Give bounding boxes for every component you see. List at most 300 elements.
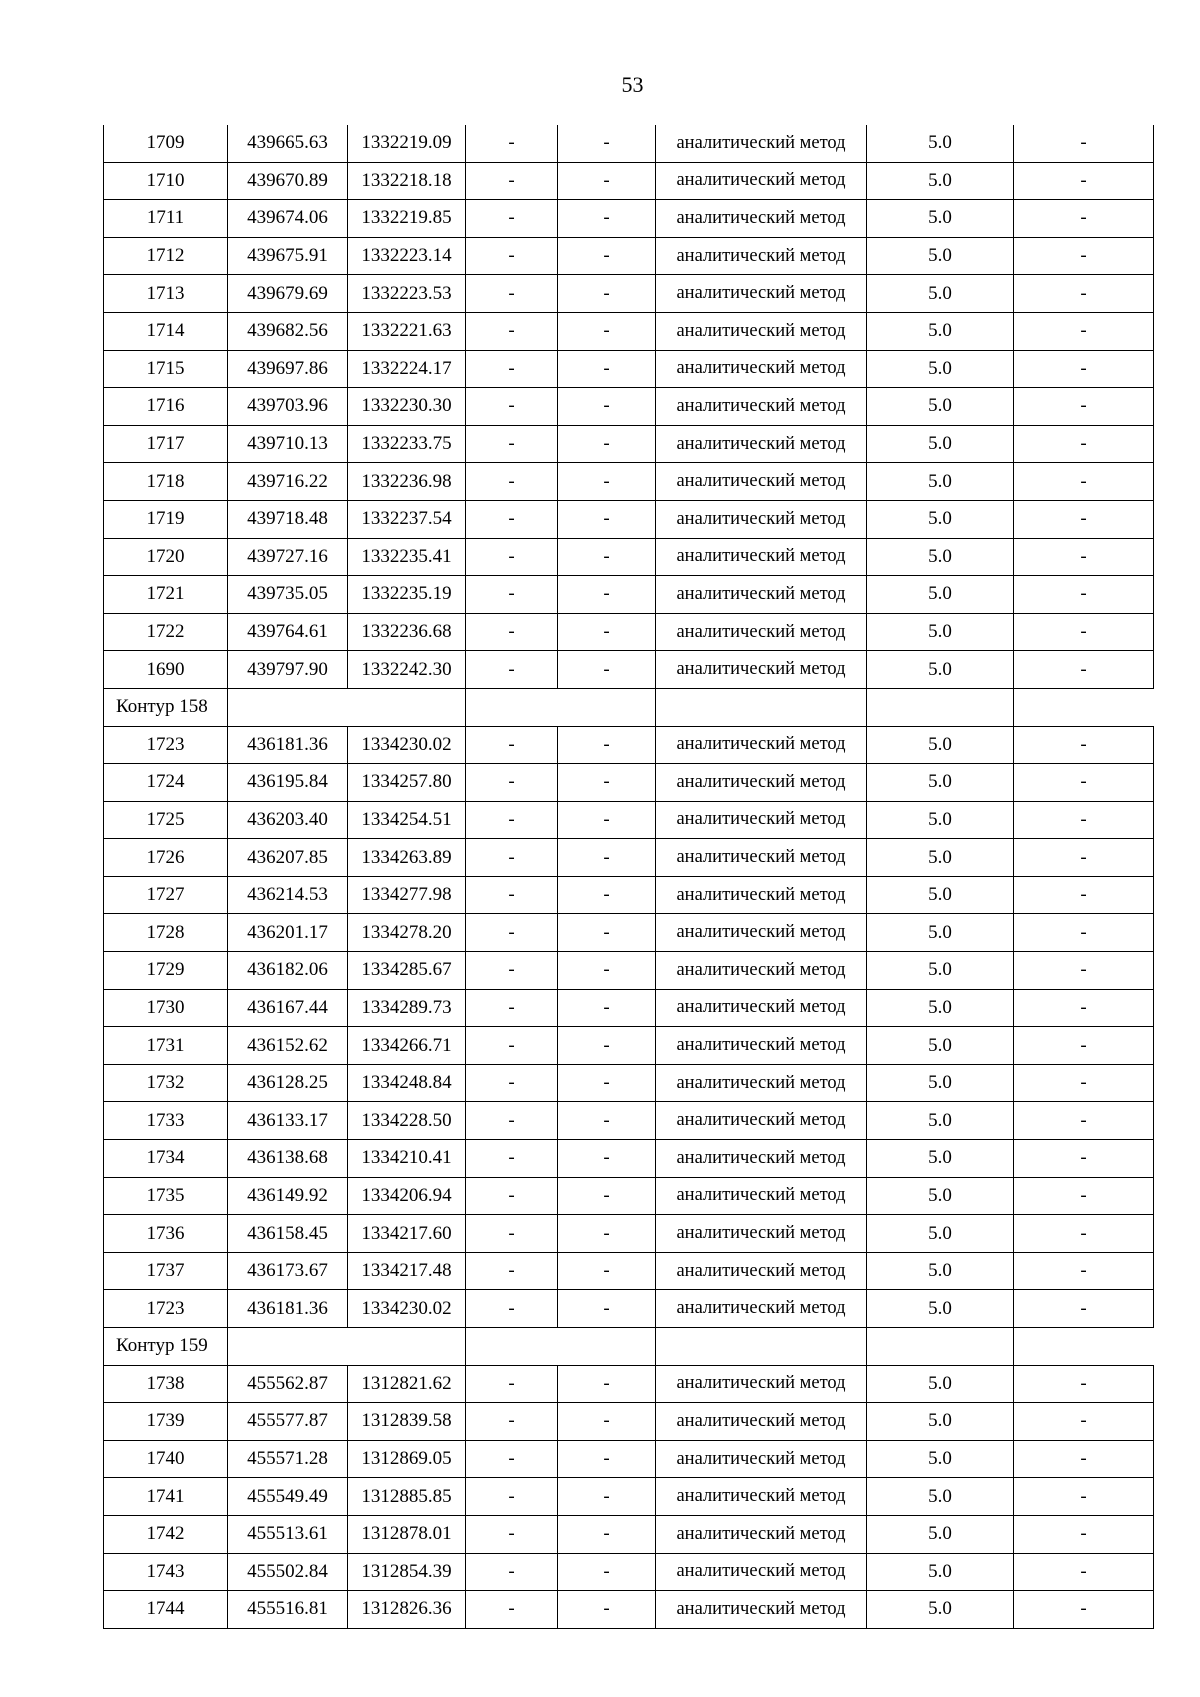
accuracy-cell: 5.0: [867, 651, 1014, 689]
point-number-cell: 1718: [104, 463, 228, 501]
method-cell: аналитический метод: [656, 1140, 867, 1178]
description-cell: -: [1014, 1440, 1154, 1478]
point-number-cell: 1736: [104, 1215, 228, 1253]
y-coordinate-cell: 1332219.85: [348, 200, 466, 238]
x-coordinate-cell: 455571.28: [228, 1440, 348, 1478]
method-cell: аналитический метод: [656, 425, 867, 463]
method-cell: аналитический метод: [656, 1403, 867, 1441]
accuracy-cell: 5.0: [867, 952, 1014, 990]
x-coordinate-cell: 439697.86: [228, 350, 348, 388]
empty-cell-b: -: [558, 162, 656, 200]
empty-cell-a: -: [466, 388, 558, 426]
x-coordinate-cell: 436173.67: [228, 1252, 348, 1290]
point-number-cell: 1724: [104, 764, 228, 802]
accuracy-cell: 5.0: [867, 1140, 1014, 1178]
y-coordinate-cell: 1312821.62: [348, 1365, 466, 1403]
y-coordinate-cell: 1334257.80: [348, 764, 466, 802]
y-coordinate-cell: 1332218.18: [348, 162, 466, 200]
accuracy-cell: 5.0: [867, 613, 1014, 651]
accuracy-cell: 5.0: [867, 200, 1014, 238]
accuracy-cell: 5.0: [867, 764, 1014, 802]
empty-cell-b: -: [558, 1553, 656, 1591]
empty-cell-b: -: [558, 200, 656, 238]
method-cell: аналитический метод: [656, 1591, 867, 1629]
point-number-cell: 1737: [104, 1252, 228, 1290]
y-coordinate-cell: 1312869.05: [348, 1440, 466, 1478]
point-number-cell: 1711: [104, 200, 228, 238]
description-cell: -: [1014, 914, 1154, 952]
point-number-cell: 1723: [104, 1290, 228, 1328]
empty-cell-b: -: [558, 312, 656, 350]
empty-cell: [466, 688, 656, 726]
method-cell: аналитический метод: [656, 914, 867, 952]
point-number-cell: 1709: [104, 125, 228, 162]
x-coordinate-cell: 455562.87: [228, 1365, 348, 1403]
empty-cell-a: -: [466, 1215, 558, 1253]
accuracy-cell: 5.0: [867, 1591, 1014, 1629]
description-cell: -: [1014, 312, 1154, 350]
accuracy-cell: 5.0: [867, 1553, 1014, 1591]
description-cell: -: [1014, 425, 1154, 463]
description-cell: -: [1014, 1252, 1154, 1290]
empty-cell: [867, 688, 1014, 726]
empty-cell-a: -: [466, 613, 558, 651]
empty-cell-a: -: [466, 425, 558, 463]
method-cell: аналитический метод: [656, 1553, 867, 1591]
table-row: [104, 1365, 1154, 1403]
empty-cell-b: -: [558, 989, 656, 1027]
accuracy-cell: 5.0: [867, 538, 1014, 576]
description-cell: -: [1014, 1553, 1154, 1591]
accuracy-cell: 5.0: [867, 914, 1014, 952]
y-coordinate-cell: 1334206.94: [348, 1177, 466, 1215]
method-cell: аналитический метод: [656, 876, 867, 914]
empty-cell: [228, 688, 466, 726]
accuracy-cell: 5.0: [867, 1252, 1014, 1290]
empty-cell-b: -: [558, 1027, 656, 1065]
method-cell: аналитический метод: [656, 538, 867, 576]
x-coordinate-cell: 439665.63: [228, 125, 348, 162]
y-coordinate-cell: 1332230.30: [348, 388, 466, 426]
empty-cell-a: -: [466, 200, 558, 238]
x-coordinate-cell: 439735.05: [228, 576, 348, 614]
empty-cell-a: -: [466, 1252, 558, 1290]
accuracy-cell: 5.0: [867, 388, 1014, 426]
table-row: [104, 1440, 1154, 1478]
empty-cell-b: -: [558, 1177, 656, 1215]
empty-cell-a: -: [466, 876, 558, 914]
accuracy-cell: 5.0: [867, 463, 1014, 501]
empty-cell-b: -: [558, 613, 656, 651]
empty-cell-b: -: [558, 876, 656, 914]
description-cell: -: [1014, 801, 1154, 839]
x-coordinate-cell: 455577.87: [228, 1403, 348, 1441]
table-body: [104, 125, 1154, 1628]
x-coordinate-cell: 436181.36: [228, 1290, 348, 1328]
point-number-cell: 1733: [104, 1102, 228, 1140]
x-coordinate-cell: 436152.62: [228, 1027, 348, 1065]
x-coordinate-cell: 436149.92: [228, 1177, 348, 1215]
table-row: [104, 576, 1154, 614]
description-cell: -: [1014, 1064, 1154, 1102]
empty-cell-b: -: [558, 1064, 656, 1102]
empty-cell-b: -: [558, 1102, 656, 1140]
accuracy-cell: 5.0: [867, 1177, 1014, 1215]
x-coordinate-cell: 455513.61: [228, 1515, 348, 1553]
empty-cell-a: -: [466, 1591, 558, 1629]
x-coordinate-cell: 439674.06: [228, 200, 348, 238]
point-number-cell: 1730: [104, 989, 228, 1027]
method-cell: аналитический метод: [656, 125, 867, 162]
point-number-cell: 1722: [104, 613, 228, 651]
empty-cell-a: -: [466, 1440, 558, 1478]
point-number-cell: 1738: [104, 1365, 228, 1403]
y-coordinate-cell: 1334228.50: [348, 1102, 466, 1140]
point-number-cell: 1741: [104, 1478, 228, 1516]
x-coordinate-cell: 455502.84: [228, 1553, 348, 1591]
contour-label: Контур 159: [104, 1328, 228, 1366]
accuracy-cell: 5.0: [867, 1027, 1014, 1065]
empty-cell-b: -: [558, 651, 656, 689]
accuracy-cell: 5.0: [867, 500, 1014, 538]
empty-cell-a: -: [466, 1140, 558, 1178]
table-row: [104, 1102, 1154, 1140]
empty-cell-b: -: [558, 1140, 656, 1178]
y-coordinate-cell: 1334230.02: [348, 726, 466, 764]
y-coordinate-cell: 1332223.14: [348, 237, 466, 275]
empty-cell-b: -: [558, 952, 656, 990]
point-number-cell: 1717: [104, 425, 228, 463]
table-row: [104, 764, 1154, 802]
method-cell: аналитический метод: [656, 1252, 867, 1290]
y-coordinate-cell: 1312826.36: [348, 1591, 466, 1629]
accuracy-cell: 5.0: [867, 801, 1014, 839]
method-cell: аналитический метод: [656, 989, 867, 1027]
y-coordinate-cell: 1334217.48: [348, 1252, 466, 1290]
empty-cell-a: -: [466, 125, 558, 162]
x-coordinate-cell: 439797.90: [228, 651, 348, 689]
method-cell: аналитический метод: [656, 801, 867, 839]
empty-cell-b: -: [558, 463, 656, 501]
empty-cell: [656, 1328, 867, 1366]
empty-cell-a: -: [466, 914, 558, 952]
method-cell: аналитический метод: [656, 312, 867, 350]
table-row: [104, 726, 1154, 764]
empty-cell-a: -: [466, 764, 558, 802]
method-cell: аналитический метод: [656, 726, 867, 764]
empty-cell-a: -: [466, 726, 558, 764]
description-cell: -: [1014, 876, 1154, 914]
table-row: [104, 1515, 1154, 1553]
empty-cell-b: -: [558, 125, 656, 162]
point-number-cell: 1715: [104, 350, 228, 388]
x-coordinate-cell: 439703.96: [228, 388, 348, 426]
point-number-cell: 1742: [104, 1515, 228, 1553]
x-coordinate-cell: 439716.22: [228, 463, 348, 501]
x-coordinate-cell: 439675.91: [228, 237, 348, 275]
accuracy-cell: 5.0: [867, 350, 1014, 388]
empty-cell-b: -: [558, 1591, 656, 1629]
method-cell: аналитический метод: [656, 1102, 867, 1140]
table-row: [104, 1553, 1154, 1591]
empty-cell-a: -: [466, 989, 558, 1027]
y-coordinate-cell: 1312839.58: [348, 1403, 466, 1441]
table-row: [104, 538, 1154, 576]
table-row: [104, 1478, 1154, 1516]
y-coordinate-cell: 1334289.73: [348, 989, 466, 1027]
description-cell: -: [1014, 1365, 1154, 1403]
description-cell: -: [1014, 1478, 1154, 1516]
empty-cell-a: -: [466, 500, 558, 538]
empty-cell-a: -: [466, 1177, 558, 1215]
table-row: [104, 914, 1154, 952]
empty-cell-a: -: [466, 162, 558, 200]
method-cell: аналитический метод: [656, 1290, 867, 1328]
x-coordinate-cell: 455549.49: [228, 1478, 348, 1516]
empty-cell: [867, 1328, 1014, 1366]
accuracy-cell: 5.0: [867, 162, 1014, 200]
description-cell: -: [1014, 764, 1154, 802]
method-cell: аналитический метод: [656, 952, 867, 990]
point-number-cell: 1740: [104, 1440, 228, 1478]
method-cell: аналитический метод: [656, 613, 867, 651]
empty-cell-b: -: [558, 1365, 656, 1403]
x-coordinate-cell: 439764.61: [228, 613, 348, 651]
description-cell: -: [1014, 200, 1154, 238]
point-number-cell: 1739: [104, 1403, 228, 1441]
table-row: [104, 801, 1154, 839]
y-coordinate-cell: 1334263.89: [348, 839, 466, 877]
accuracy-cell: 5.0: [867, 726, 1014, 764]
contour-header-row: [104, 688, 1154, 726]
method-cell: аналитический метод: [656, 576, 867, 614]
x-coordinate-cell: 436182.06: [228, 952, 348, 990]
accuracy-cell: 5.0: [867, 839, 1014, 877]
empty-cell-a: -: [466, 1102, 558, 1140]
accuracy-cell: 5.0: [867, 1290, 1014, 1328]
method-cell: аналитический метод: [656, 1215, 867, 1253]
empty-cell-a: -: [466, 576, 558, 614]
table-row: [104, 1064, 1154, 1102]
empty-cell-a: -: [466, 275, 558, 313]
table-row: [104, 1177, 1154, 1215]
x-coordinate-cell: 436128.25: [228, 1064, 348, 1102]
y-coordinate-cell: 1334248.84: [348, 1064, 466, 1102]
empty-cell-b: -: [558, 350, 656, 388]
point-number-cell: 1720: [104, 538, 228, 576]
empty-cell-b: -: [558, 1215, 656, 1253]
table-row: [104, 463, 1154, 501]
empty-cell-a: -: [466, 839, 558, 877]
table-row: [104, 1591, 1154, 1629]
point-number-cell: 1710: [104, 162, 228, 200]
empty-cell-a: -: [466, 1064, 558, 1102]
description-cell: -: [1014, 651, 1154, 689]
description-cell: -: [1014, 1140, 1154, 1178]
description-cell: -: [1014, 500, 1154, 538]
empty-cell-a: -: [466, 312, 558, 350]
x-coordinate-cell: 439727.16: [228, 538, 348, 576]
accuracy-cell: 5.0: [867, 1478, 1014, 1516]
x-coordinate-cell: 436181.36: [228, 726, 348, 764]
description-cell: -: [1014, 576, 1154, 614]
empty-cell-b: -: [558, 1252, 656, 1290]
point-number-cell: 1734: [104, 1140, 228, 1178]
empty-cell-b: -: [558, 1440, 656, 1478]
x-coordinate-cell: 436201.17: [228, 914, 348, 952]
empty-cell-a: -: [466, 237, 558, 275]
description-cell: -: [1014, 1591, 1154, 1629]
x-coordinate-cell: 436133.17: [228, 1102, 348, 1140]
empty-cell-a: -: [466, 952, 558, 990]
y-coordinate-cell: 1332235.19: [348, 576, 466, 614]
empty-cell-a: -: [466, 538, 558, 576]
description-cell: -: [1014, 726, 1154, 764]
table-row: [104, 839, 1154, 877]
table-row: [104, 388, 1154, 426]
method-cell: аналитический метод: [656, 388, 867, 426]
table-row: [104, 312, 1154, 350]
empty-cell-b: -: [558, 1515, 656, 1553]
table-row: [104, 1027, 1154, 1065]
description-cell: -: [1014, 1515, 1154, 1553]
empty-cell-a: -: [466, 651, 558, 689]
empty-cell-a: -: [466, 463, 558, 501]
table-row: [104, 200, 1154, 238]
x-coordinate-cell: 439710.13: [228, 425, 348, 463]
empty-cell-a: -: [466, 1478, 558, 1516]
y-coordinate-cell: 1334285.67: [348, 952, 466, 990]
point-number-cell: 1728: [104, 914, 228, 952]
method-cell: аналитический метод: [656, 500, 867, 538]
description-cell: -: [1014, 1027, 1154, 1065]
point-number-cell: 1735: [104, 1177, 228, 1215]
method-cell: аналитический метод: [656, 651, 867, 689]
table-row: [104, 876, 1154, 914]
description-cell: -: [1014, 839, 1154, 877]
contour-header-row: [104, 1328, 1154, 1366]
table-row: [104, 425, 1154, 463]
description-cell: -: [1014, 350, 1154, 388]
accuracy-cell: 5.0: [867, 1215, 1014, 1253]
description-cell: -: [1014, 538, 1154, 576]
empty-cell-b: -: [558, 388, 656, 426]
y-coordinate-cell: 1334266.71: [348, 1027, 466, 1065]
table-row: [104, 1140, 1154, 1178]
empty-cell-b: -: [558, 1478, 656, 1516]
empty-cell-a: -: [466, 801, 558, 839]
table-row: [104, 1403, 1154, 1441]
description-cell: -: [1014, 125, 1154, 162]
x-coordinate-cell: 455516.81: [228, 1591, 348, 1629]
y-coordinate-cell: 1332223.53: [348, 275, 466, 313]
description-cell: -: [1014, 989, 1154, 1027]
point-number-cell: 1725: [104, 801, 228, 839]
x-coordinate-cell: 436138.68: [228, 1140, 348, 1178]
empty-cell: [466, 1328, 656, 1366]
y-coordinate-cell: 1334278.20: [348, 914, 466, 952]
accuracy-cell: 5.0: [867, 1440, 1014, 1478]
accuracy-cell: 5.0: [867, 1064, 1014, 1102]
point-number-cell: 1713: [104, 275, 228, 313]
y-coordinate-cell: 1332233.75: [348, 425, 466, 463]
description-cell: -: [1014, 1102, 1154, 1140]
y-coordinate-cell: 1332235.41: [348, 538, 466, 576]
table-row: [104, 989, 1154, 1027]
accuracy-cell: 5.0: [867, 1102, 1014, 1140]
point-number-cell: 1690: [104, 651, 228, 689]
y-coordinate-cell: 1334217.60: [348, 1215, 466, 1253]
x-coordinate-cell: 436203.40: [228, 801, 348, 839]
method-cell: аналитический метод: [656, 200, 867, 238]
empty-cell-b: -: [558, 275, 656, 313]
empty-cell-b: -: [558, 1403, 656, 1441]
y-coordinate-cell: 1332236.68: [348, 613, 466, 651]
method-cell: аналитический метод: [656, 275, 867, 313]
empty-cell-a: -: [466, 350, 558, 388]
empty-cell: [228, 1328, 466, 1366]
x-coordinate-cell: 439718.48: [228, 500, 348, 538]
empty-cell-b: -: [558, 801, 656, 839]
accuracy-cell: 5.0: [867, 125, 1014, 162]
empty-cell-a: -: [466, 1365, 558, 1403]
description-cell: -: [1014, 1403, 1154, 1441]
point-number-cell: 1731: [104, 1027, 228, 1065]
point-number-cell: 1732: [104, 1064, 228, 1102]
empty-cell-b: -: [558, 500, 656, 538]
y-coordinate-cell: 1332242.30: [348, 651, 466, 689]
table-row: [104, 162, 1154, 200]
table-row: [104, 1290, 1154, 1328]
empty-cell-b: -: [558, 1290, 656, 1328]
x-coordinate-cell: 436207.85: [228, 839, 348, 877]
x-coordinate-cell: 436158.45: [228, 1215, 348, 1253]
table-row: [104, 1252, 1154, 1290]
method-cell: аналитический метод: [656, 237, 867, 275]
accuracy-cell: 5.0: [867, 1365, 1014, 1403]
description-cell: -: [1014, 1215, 1154, 1253]
point-number-cell: 1744: [104, 1591, 228, 1629]
empty-cell-b: -: [558, 839, 656, 877]
table-row: [104, 275, 1154, 313]
accuracy-cell: 5.0: [867, 576, 1014, 614]
method-cell: аналитический метод: [656, 1478, 867, 1516]
method-cell: аналитический метод: [656, 1027, 867, 1065]
y-coordinate-cell: 1332237.54: [348, 500, 466, 538]
x-coordinate-cell: 436195.84: [228, 764, 348, 802]
point-number-cell: 1714: [104, 312, 228, 350]
description-cell: -: [1014, 1177, 1154, 1215]
contour-label: Контур 158: [104, 688, 228, 726]
accuracy-cell: 5.0: [867, 425, 1014, 463]
table-row: [104, 500, 1154, 538]
page-number: 53: [621, 72, 644, 97]
method-cell: аналитический метод: [656, 162, 867, 200]
table-row: [104, 1215, 1154, 1253]
table-row: [104, 237, 1154, 275]
empty-cell-a: -: [466, 1403, 558, 1441]
description-cell: -: [1014, 613, 1154, 651]
table-row: [104, 651, 1154, 689]
method-cell: аналитический метод: [656, 463, 867, 501]
point-number-cell: 1716: [104, 388, 228, 426]
empty-cell-a: -: [466, 1027, 558, 1065]
empty-cell-a: -: [466, 1553, 558, 1591]
method-cell: аналитический метод: [656, 1177, 867, 1215]
y-coordinate-cell: 1334210.41: [348, 1140, 466, 1178]
point-number-cell: 1743: [104, 1553, 228, 1591]
y-coordinate-cell: 1332221.63: [348, 312, 466, 350]
